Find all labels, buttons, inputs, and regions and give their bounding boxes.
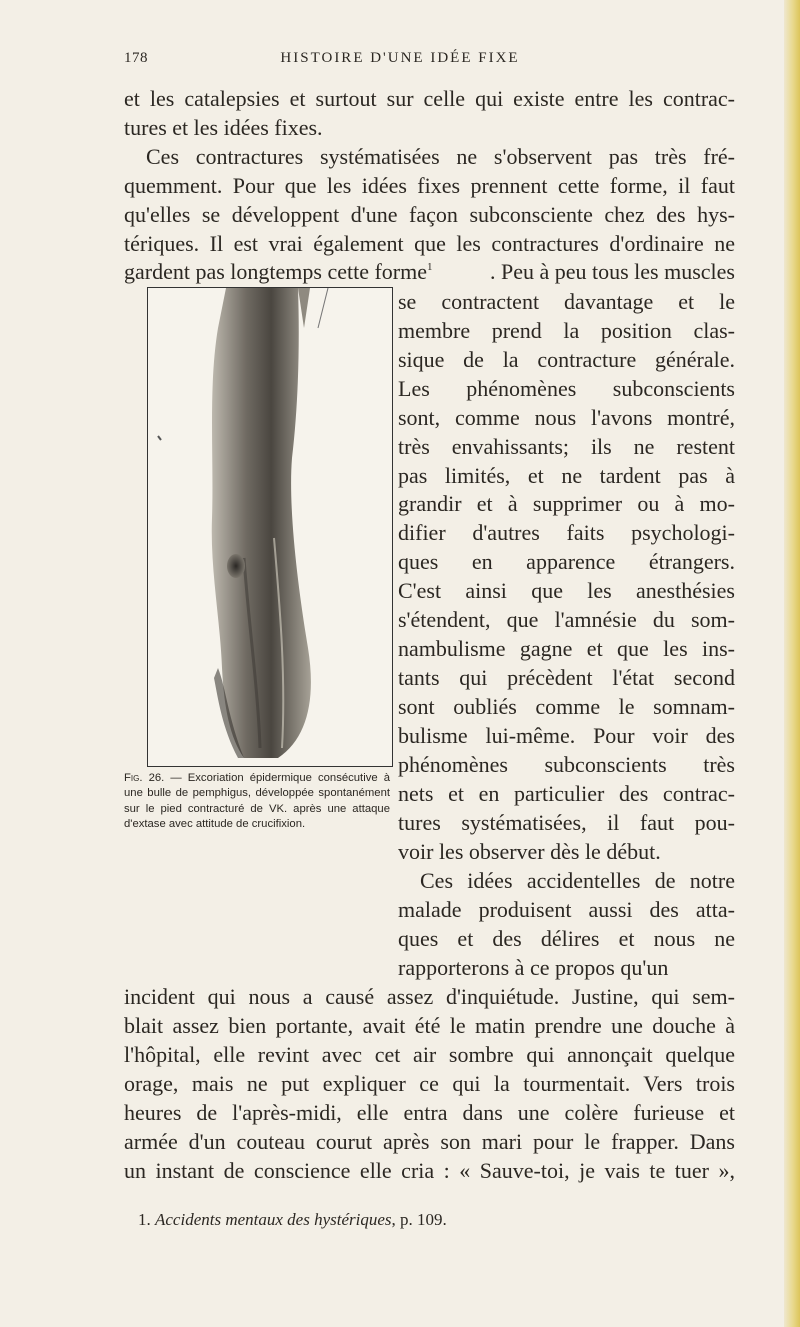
wrap-line: bulisme lui-même. Pour voir des xyxy=(398,723,735,748)
foot-engraving xyxy=(148,288,392,766)
wrap-line: phénomènes subconscients très xyxy=(398,752,735,777)
wrap-line: très envahissants; ils ne restent xyxy=(398,434,735,459)
body-line: l'hôpital, elle revint avec cet air sombre qui annonçait quelque xyxy=(124,1042,735,1067)
wrap-line: s'étendent, que l'amnésie du som- xyxy=(398,607,735,632)
body-line: quemment. Pour que les idées fixes prennent cette forme, il faut xyxy=(124,173,735,198)
body-line: blait assez bien portante, avait été le matin prendre une douche à xyxy=(124,1013,735,1038)
wrap-line: malade produisent aussi des atta- xyxy=(398,897,735,922)
wrap-line: pas limités, et ne tardent pas à xyxy=(398,463,735,488)
wrap-line: sont oubliés comme le somnam- xyxy=(398,694,735,719)
body-line: et les catalepsies et surtout sur celle qui existe entre les contrac- xyxy=(124,86,735,111)
footnote-title: Accidents mentaux des hystériques xyxy=(155,1210,392,1229)
body-line: tériques. Il est vrai également que les contractures d'ordinaire ne xyxy=(124,231,735,256)
body-line: Ces contractures systématisées ne s'observent pas très fré- xyxy=(146,144,735,169)
line-start: gardent pas longtemps cette forme$^1$ xyxy=(124,259,433,284)
wrap-line: tures systématisées, il faut pou- xyxy=(398,810,735,835)
body-line: orage, mais ne put expliquer ce qui la tourmentait. Vers trois xyxy=(124,1071,735,1096)
body-line: qu'elles se développent d'une façon subconsciente chez des hys- xyxy=(124,202,735,227)
wrap-line: C'est ainsi que les anesthésies xyxy=(398,578,735,603)
wrap-line: Ces idées accidentelles de notre xyxy=(420,868,735,893)
figure-label: Fig. 26. xyxy=(124,772,165,784)
figure-caption xyxy=(124,771,390,833)
body-line: tures et les idées fixes. xyxy=(124,115,323,140)
wrap-line: Les phénomènes subconscients xyxy=(398,376,735,401)
wrap-line: grandir et à supprimer ou à mo- xyxy=(398,491,735,516)
wrap-line: voir les observer dès le début. xyxy=(398,839,661,864)
running-head: HISTOIRE D'UNE IDÉE FIXE xyxy=(280,50,520,66)
wrap-line: difier d'autres faits psychologi- xyxy=(398,520,735,545)
footnote-mark: 1 xyxy=(427,261,433,273)
footnote-number: 1. xyxy=(138,1210,151,1229)
page-number: 178 xyxy=(124,50,148,66)
body-line: incident qui nous a causé assez d'inquiétude. Justine, qui sem- xyxy=(124,984,735,1009)
wrap-line: tants qui précèdent l'état second xyxy=(398,665,735,690)
wrap-line: ques en apparence étrangers. xyxy=(398,549,735,574)
wrap-line: nets et en particulier des contrac- xyxy=(398,781,735,806)
wrap-line: se contractent davantage et le xyxy=(398,289,735,314)
figure-illustration xyxy=(147,287,393,767)
footnote-page: , p. 109. xyxy=(391,1210,447,1229)
wrap-line: membre prend la position clas- xyxy=(398,318,735,343)
page-edge xyxy=(784,0,800,1327)
wrap-line: nambulisme gagne et que les ins- xyxy=(398,636,735,661)
figure-caption-text: — Excoriation épidermique consécutive à une bulle de pemphigus, développée spontanément sur le pied contracturé de VK. après une attaque d'extase avec attitude de crucifixion. xyxy=(124,772,391,831)
wrap-line: sont, comme nous l'avons montré, xyxy=(398,405,735,430)
line-end: . Peu à peu tous les muscles xyxy=(489,259,735,284)
body-line: un instant de conscience elle cria : « Sauve-toi, je vais te tuer », xyxy=(124,1158,735,1183)
wrap-line: ques et des délires et nous ne xyxy=(398,926,735,951)
body-line xyxy=(124,260,735,284)
wrap-line: sique de la contracture générale. xyxy=(398,347,735,372)
wrap-line: rapporterons à ce propos qu'un xyxy=(398,955,669,980)
body-line: armée d'un couteau courut après son mari pour le frapper. Dans xyxy=(124,1129,735,1154)
body-line: heures de l'après-midi, elle entra dans une colère furieuse et xyxy=(124,1100,735,1125)
footnote xyxy=(138,1210,447,1230)
page-header xyxy=(0,50,800,72)
